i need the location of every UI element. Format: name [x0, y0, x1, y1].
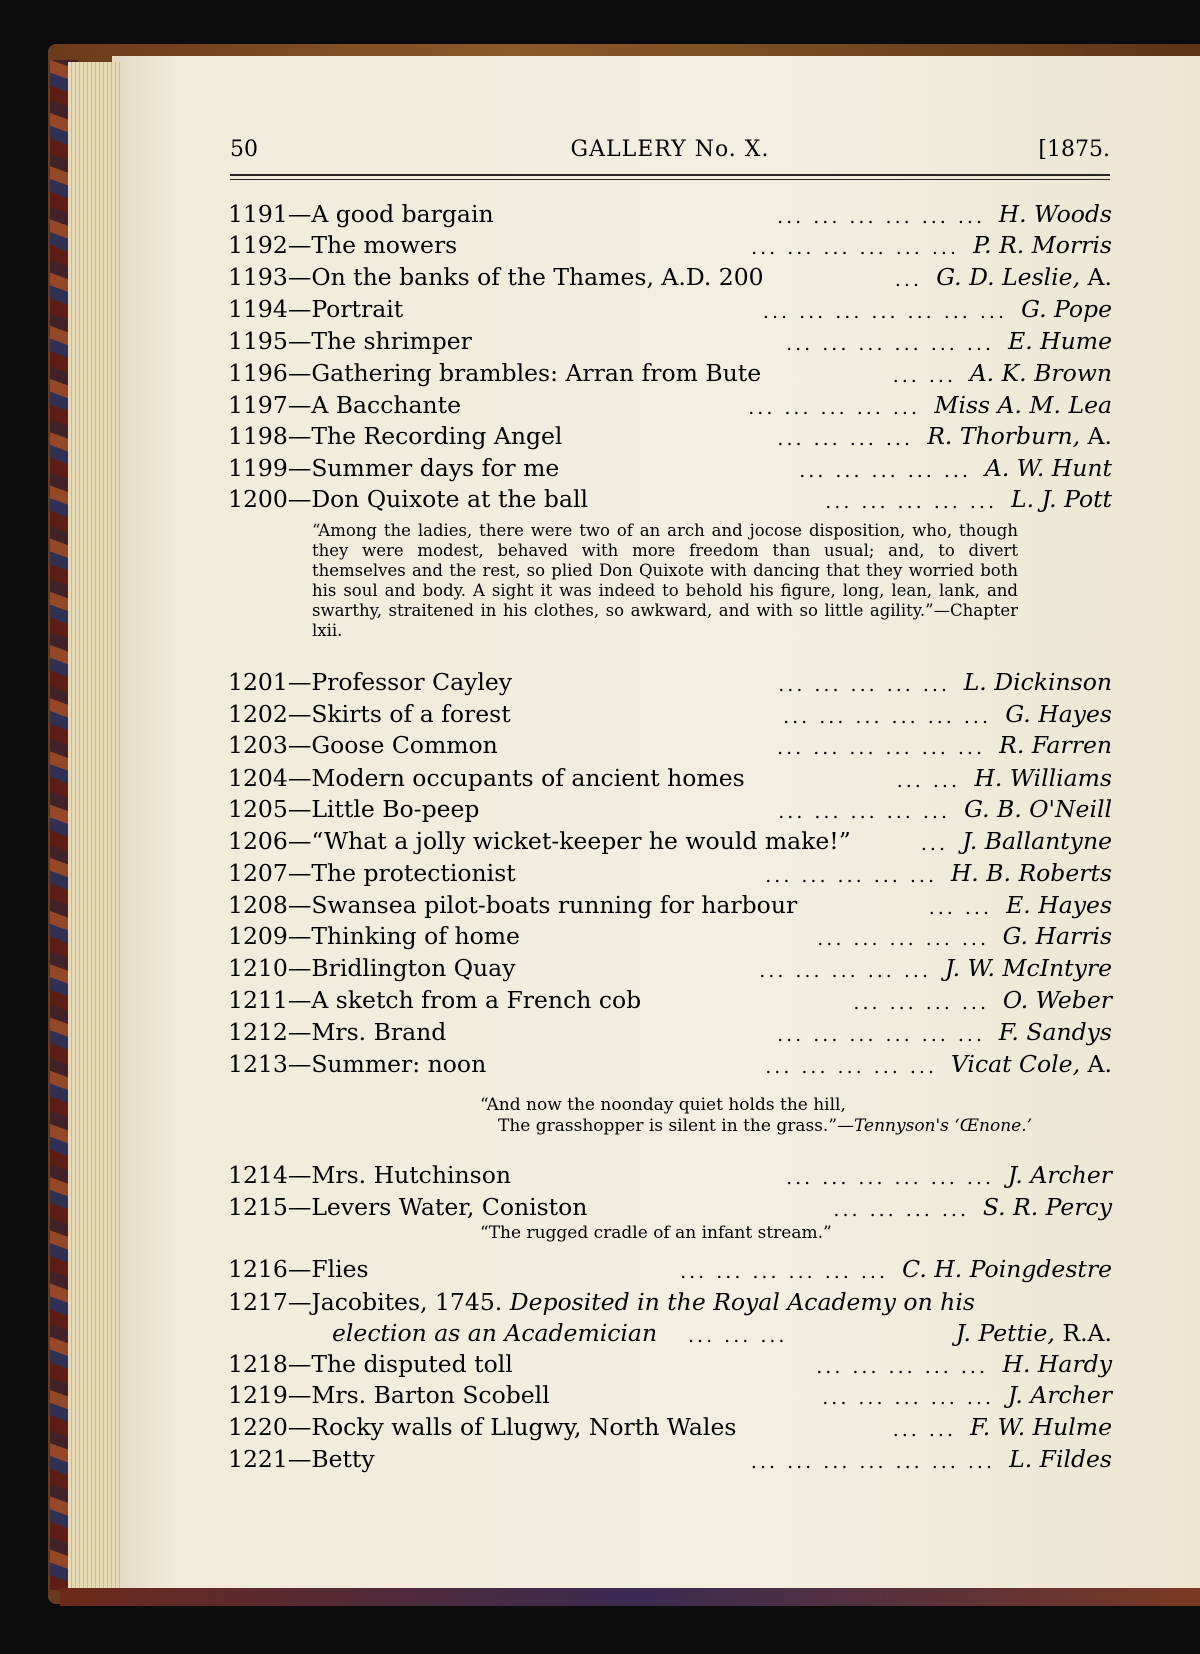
leader-dots: ... ... [928, 897, 992, 919]
catalogue-entry [228, 1255, 1112, 1285]
artist-name: H. Hardy [1002, 1350, 1112, 1378]
entry-artist [970, 359, 1112, 387]
artist-name: Vicat Cole, [950, 1050, 1081, 1078]
leader-dots: ... ... ... ... ... [799, 460, 971, 482]
entry-number: 1207 [228, 859, 288, 887]
entry-artist [964, 668, 1112, 696]
artist-name: H. Woods [998, 200, 1112, 228]
leader-dots: ... ... ... ... [777, 428, 913, 450]
entry-title: 1197—A Bacchante [228, 391, 461, 419]
entry-artist [999, 731, 1112, 759]
entry-title: 1194—Portrait [228, 295, 404, 323]
artist-name: G. D. Leslie, [936, 263, 1081, 291]
entry-name: Summer: noon [311, 1050, 487, 1078]
leader-dots: ... ... ... ... ... ... [777, 206, 985, 228]
artist-name: O. Weber [1002, 986, 1112, 1014]
entry-name: Little Bo-peep [311, 795, 480, 823]
catalogue-entry [228, 1018, 1112, 1048]
entry-number: 1219 [228, 1381, 288, 1409]
entry-name: On the banks of the Thames, A.D. 200 [311, 263, 764, 291]
entry-number: 1205 [228, 795, 288, 823]
catalogue-entry [228, 1050, 1112, 1080]
quote-don-quixote: “Among the ladies, there were two of an arch and jocose disposition, who, though they were modest, behaved with more freedom than usual; and, to divert themselves and the rest, so plied Don Quixote with dancing that they worried both his soul and body. A sight it was indeed to behold his figure, long, lean, lank, and swarthy, straitened in his clothes, so awkward, and with so little agility.”—Chapter lxii. [312, 521, 1018, 640]
leader-dots: ... ... ... ... ... ... [680, 1261, 888, 1283]
header-rule-thin [230, 179, 1110, 180]
quote-oenone-text: The grasshopper is silent in the grass.”— [498, 1116, 855, 1136]
running-header [230, 137, 1110, 171]
artist-name: E. Hume [1008, 327, 1112, 355]
entry-artist [1003, 986, 1112, 1014]
catalogue-entry [228, 668, 1112, 698]
entry-artist [1003, 922, 1112, 950]
entry-artist [936, 263, 1112, 291]
catalogue-entry [228, 827, 1112, 857]
entry-name: Levers Water, Coniston [311, 1193, 588, 1221]
entry-name: Mrs. Barton Scobell [311, 1381, 550, 1409]
entry-name: Summer days for me [311, 454, 560, 482]
entry-title: 1192—The mowers [228, 231, 458, 259]
catalogue-entry [228, 764, 1112, 794]
entry-artist [1008, 1381, 1112, 1409]
artist-suffix: A. [1087, 1050, 1112, 1078]
entry-name: Jacobites, 1745. [311, 1288, 503, 1316]
catalogue-entry [228, 731, 1112, 761]
entry-title: 1199—Summer days for me [228, 454, 560, 482]
catalogue-entry [228, 1350, 1112, 1380]
entry-title: 1216—Flies [228, 1255, 369, 1283]
catalogue-entry [228, 795, 1112, 825]
leader-dots: ... ... ... ... ... ... [786, 333, 994, 355]
catalogue-entry [228, 295, 1112, 325]
entry-number: 1203 [228, 731, 288, 759]
entry-artist [970, 1413, 1112, 1441]
catalogue-entry [228, 231, 1112, 261]
catalogue-entry [228, 1381, 1112, 1411]
entry-name: A good bargain [311, 200, 494, 228]
leader-dots: ... ... ... ... ... [825, 491, 997, 513]
entry-name: The Recording Angel [311, 422, 563, 450]
entry-title: 1195—The shrimper [228, 327, 472, 355]
quote-oenone-line1: “And now the noonday quiet holds the hill, [480, 1095, 846, 1115]
entry-artist [999, 1018, 1112, 1046]
entry-name: “What a jolly wicket-keeper he would make!” [311, 827, 851, 855]
entry-name: Thinking of home [311, 922, 520, 950]
entry-name: The disputed toll [311, 1350, 513, 1378]
artist-name: J. Archer [1007, 1161, 1112, 1189]
entry-name: Portrait [311, 295, 404, 323]
entry-artist [985, 454, 1112, 482]
entry-number: 1214 [228, 1161, 288, 1189]
entry-artist [1008, 327, 1112, 355]
entry-title: 1212—Mrs. Brand [228, 1018, 447, 1046]
entry-number: 1191 [228, 200, 288, 228]
entry-title: 1202—Skirts of a forest [228, 700, 511, 728]
artist-name: F. W. Hulme [970, 1413, 1112, 1441]
artist-name: L. Dickinson [963, 668, 1112, 696]
quote-oenone-source: Tennyson's ‘Œnone.’ [854, 1116, 1033, 1136]
entry-name: The protectionist [311, 859, 516, 887]
page-title: GALLERY No. X. [570, 137, 770, 162]
artist-name: S. R. Percy [982, 1193, 1112, 1221]
entry-artist [974, 764, 1112, 792]
entry-name: Skirts of a forest [311, 700, 511, 728]
artist-name: J. Pettie, [955, 1319, 1055, 1347]
catalogue-entry [228, 454, 1112, 484]
entry-number: 1213 [228, 1050, 288, 1078]
entry-name: The shrimper [311, 327, 472, 355]
leader-dots: ... ... ... ... ... [816, 1356, 988, 1378]
leader-dots: ... ... [892, 1419, 956, 1441]
artist-name: J. W. McIntyre [944, 954, 1112, 982]
leader-dots: ... [920, 833, 948, 855]
leader-dots: ... ... ... ... ... [765, 865, 937, 887]
entry-artist [951, 859, 1112, 887]
entry-number: 1196 [228, 359, 288, 387]
entry-number: 1215 [228, 1193, 288, 1221]
catalogue-entry [228, 200, 1112, 230]
artist-name: Miss A. M. Lea [934, 391, 1112, 419]
marbled-bottom-edge [60, 1588, 1200, 1606]
catalogue-entry [228, 954, 1112, 984]
quote-oenone [440, 1095, 1100, 1137]
entry-name: The mowers [311, 231, 458, 259]
leader-dots: ... ... ... ... ... [822, 1387, 994, 1409]
catalogue-entry [228, 922, 1112, 952]
entry-artist [1005, 700, 1112, 728]
entry-title: 1204—Modern occupants of ancient homes [228, 764, 745, 792]
artist-name: G. Hayes [1005, 700, 1112, 728]
entry-name: Flies [311, 1255, 369, 1283]
entry-artist [951, 1050, 1112, 1078]
leader-dots: ... ... ... ... ... ... ... [750, 1451, 995, 1473]
artist-suffix: A. [1087, 422, 1112, 450]
leader-dots: ... ... ... [688, 1325, 788, 1347]
entry-number: 1192 [228, 231, 288, 259]
artist-name: G. Harris [1002, 922, 1112, 950]
catalogue-entry [228, 700, 1112, 730]
entry-number: 1218 [228, 1350, 288, 1378]
entry-title: 1210—Bridlington Quay [228, 954, 516, 982]
catalogue-entry [228, 1445, 1112, 1475]
entry-artist [1021, 295, 1112, 323]
entry-name: Modern occupants of ancient homes [311, 764, 745, 792]
catalogue-entry [228, 327, 1112, 357]
artist-name: F. Sandys [998, 1018, 1112, 1046]
entry-title: 1191—A good bargain [228, 200, 494, 228]
entry-number: 1197 [228, 391, 288, 419]
artist-name: C. H. Poingdestre [902, 1255, 1112, 1283]
catalogue-entry [228, 391, 1112, 421]
entry-artist [1006, 891, 1112, 919]
catalogue-entry [228, 359, 1112, 389]
leader-dots: ... ... ... ... ... ... [777, 1024, 985, 1046]
entry-title: 1208—Swansea pilot-boats running for harbour [228, 891, 798, 919]
entry-title: 1207—The protectionist [228, 859, 516, 887]
leader-dots: ... ... ... ... [853, 992, 989, 1014]
entry-title: 1218—The disputed toll [228, 1350, 513, 1378]
entry-name: Betty [311, 1445, 375, 1473]
artist-name: L. J. Pott [1011, 485, 1112, 513]
leader-dots: ... ... [896, 770, 960, 792]
artist-name: P. R. Morris [973, 231, 1112, 259]
catalogue-entry [228, 1288, 1112, 1318]
entry-name: Don Quixote at the ball [311, 485, 589, 513]
artist-name: E. Hayes [1006, 891, 1112, 919]
entry-number: 1206 [228, 827, 288, 855]
entry-artist [983, 1193, 1112, 1221]
entry-title: 1203—Goose Common [228, 731, 498, 759]
entry-artist [962, 827, 1112, 855]
artist-name: R. Thorburn, [927, 422, 1081, 450]
entry-name: A sketch from a French cob [311, 986, 642, 1014]
entry-artist [956, 1319, 1112, 1347]
entry-artist [1011, 485, 1112, 513]
entry-name: Gathering brambles: Arran from Bute [311, 359, 762, 387]
leader-dots: ... ... ... ... ... [759, 960, 931, 982]
artist-name: J. Archer [1007, 1381, 1112, 1409]
entry-name: Goose Common [311, 731, 498, 759]
entry-note: Deposited in the Royal Academy on his [509, 1288, 975, 1316]
entry-name: A Bacchante [311, 391, 461, 419]
entry-name: Mrs. Hutchinson [311, 1161, 511, 1189]
quote-coniston: “The rugged cradle of an infant stream.” [480, 1223, 832, 1243]
entry-title: 1196—Gathering brambles: Arran from Bute [228, 359, 762, 387]
entry-number: 1217 [228, 1288, 288, 1316]
entry-title: 1215—Levers Water, Coniston [228, 1193, 588, 1221]
entry-title: 1219—Mrs. Barton Scobell [228, 1381, 550, 1409]
artist-name: R. Farren [999, 731, 1112, 759]
entry-title: 1200—Don Quixote at the ball [228, 485, 589, 513]
entry-number: 1210 [228, 954, 288, 982]
entry-name: Mrs. Brand [311, 1018, 447, 1046]
entry-title: 1206—“What a jolly wicket-keeper he would make!” [228, 827, 851, 855]
leader-dots: ... ... ... ... ... ... [777, 737, 985, 759]
leader-dots: ... ... ... ... ... [748, 397, 920, 419]
artist-name: G. Pope [1021, 295, 1112, 323]
entry-name: Bridlington Quay [311, 954, 516, 982]
entry-name: Swansea pilot-boats running for harbour [311, 891, 798, 919]
artist-name: H. B. Roberts [950, 859, 1112, 887]
entry-number: 1200 [228, 485, 288, 513]
entry-artist [999, 200, 1112, 228]
entry-number: 1194 [228, 295, 288, 323]
entry-title: 1209—Thinking of home [228, 922, 520, 950]
entry-number: 1211 [228, 986, 288, 1014]
leader-dots: ... ... ... ... ... [778, 801, 950, 823]
leader-dots: ... ... [892, 365, 956, 387]
entry-title: 1211—A sketch from a French cob [228, 986, 642, 1014]
entry-number: 1193 [228, 263, 288, 291]
header-rule [230, 174, 1110, 176]
catalogue-entry [228, 986, 1112, 1016]
entry-artist [964, 795, 1112, 823]
catalogue-entry [228, 891, 1112, 921]
entry-number: 1202 [228, 700, 288, 728]
catalogue-entry [228, 1161, 1112, 1191]
artist-name: A. K. Brown [969, 359, 1112, 387]
artist-name: J. Ballantyne [962, 827, 1112, 855]
artist-suffix: R.A. [1062, 1319, 1112, 1347]
catalogue-entry-continued [228, 1319, 1112, 1349]
page-number: 50 [230, 137, 258, 162]
leader-dots: ... ... ... ... ... ... [783, 706, 991, 728]
entry-number: 1209 [228, 922, 288, 950]
artist-name: A. W. Hunt [984, 454, 1112, 482]
catalogue-entry [228, 263, 1112, 293]
leader-dots: ... ... ... ... ... [817, 928, 989, 950]
entry-number: 1212 [228, 1018, 288, 1046]
entry-artist [973, 231, 1112, 259]
entry-title: 1220—Rocky walls of Llugwy, North Wales [228, 1413, 737, 1441]
catalogue-entry [228, 1413, 1112, 1443]
entry-number: 1204 [228, 764, 288, 792]
catalogue-entry [228, 422, 1112, 452]
entry-artist [945, 954, 1112, 982]
leader-dots: ... ... ... ... ... [778, 674, 950, 696]
entry-title: 1221—Betty [228, 1445, 375, 1473]
entry-number: 1221 [228, 1445, 288, 1473]
entry-number: 1201 [228, 668, 288, 696]
entry-title: 1213—Summer: noon [228, 1050, 487, 1078]
entry-artist [1009, 1445, 1112, 1473]
artist-name: H. Williams [974, 764, 1112, 792]
catalogue-entry [228, 1193, 1112, 1223]
leader-dots: ... ... ... ... ... ... [751, 237, 959, 259]
catalogue-entry [228, 859, 1112, 889]
entry-number: 1208 [228, 891, 288, 919]
page-year: [1875. [1038, 137, 1110, 162]
catalogue-entry [228, 485, 1112, 515]
entry-name: Professor Cayley [311, 668, 513, 696]
entry-name: Rocky walls of Llugwy, North Wales [311, 1413, 737, 1441]
entry-artist [1008, 1161, 1112, 1189]
entry-title: 1198—The Recording Angel [228, 422, 563, 450]
leader-dots: ... ... ... ... ... ... [786, 1167, 994, 1189]
artist-name: G. B. O'Neill [964, 795, 1112, 823]
artist-name: L. Fildes [1009, 1445, 1112, 1473]
entry-number: 1198 [228, 422, 288, 450]
entry-title: 1217—Jacobites, 1745. Deposited in the Royal Academy on his [228, 1288, 975, 1316]
entry-number: 1195 [228, 327, 288, 355]
entry-title: 1205—Little Bo-peep [228, 795, 480, 823]
leader-dots: ... ... ... ... ... [765, 1056, 937, 1078]
entry-number: 1199 [228, 454, 288, 482]
artist-suffix: A. [1087, 263, 1112, 291]
page-edges [68, 62, 120, 1588]
leader-dots: ... [894, 269, 922, 291]
quote-oenone-line2 [440, 1116, 1100, 1137]
entry-title: 1193—On the banks of the Thames, A.D. 200 [228, 263, 764, 291]
entry-artist [1003, 1350, 1113, 1378]
entry-title: 1201—Professor Cayley [228, 668, 513, 696]
entry-note-line2: election as an Academician [332, 1319, 658, 1347]
entry-artist [902, 1255, 1112, 1283]
entry-number: 1220 [228, 1413, 288, 1441]
leader-dots: ... ... ... ... ... ... ... [762, 301, 1007, 323]
entry-artist [934, 391, 1112, 419]
entry-artist [927, 422, 1112, 450]
leader-dots: ... ... ... ... [833, 1199, 969, 1221]
entry-title: 1214—Mrs. Hutchinson [228, 1161, 511, 1189]
entry-number: 1216 [228, 1255, 288, 1283]
